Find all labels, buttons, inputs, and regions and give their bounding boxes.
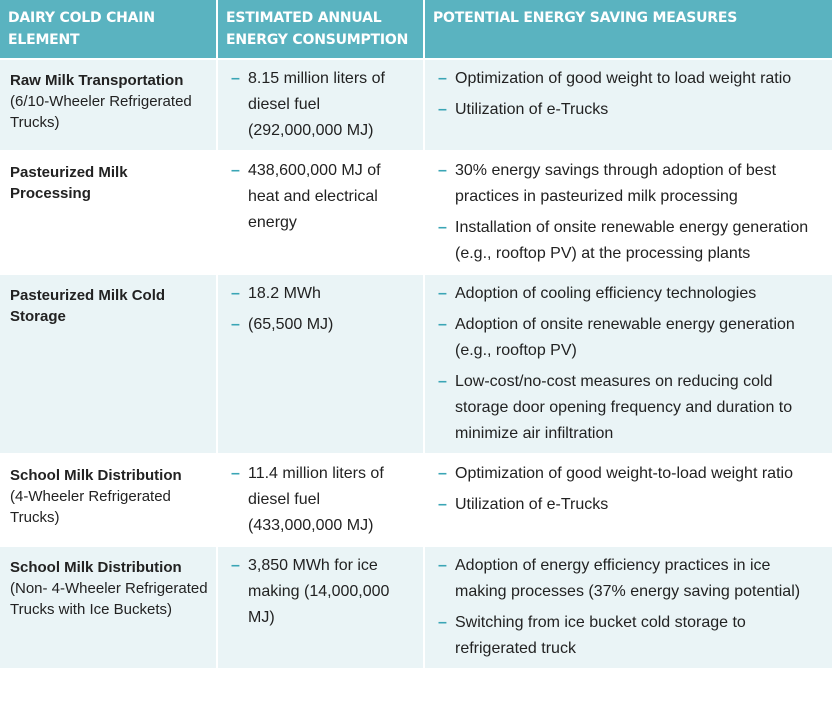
measure-item: – Optimization of good weight to load weight ratio (435, 66, 824, 92)
consumption-item: – 8.15 million liters of diesel fuel (292,000,000 MJ) (228, 66, 415, 144)
measures-cell (424, 59, 832, 151)
header-energy-consumption: ESTIMATED ANNUAL ENERGY CONSUMPTION (217, 0, 424, 59)
measure-item: – Optimization of good weight-to-load weight ratio (435, 461, 824, 487)
consumption-cell (217, 59, 424, 151)
element-cell (0, 546, 217, 668)
element-cell (0, 59, 217, 151)
consumption-cell (217, 274, 424, 454)
element-title: Raw Milk Transportation (10, 72, 184, 89)
consumption-item: – 438,600,000 MJ of heat and electrical energy (228, 158, 415, 236)
consumption-cell (217, 151, 424, 274)
measure-item: – Switching from ice bucket cold storage to refrigerated truck (435, 610, 824, 662)
element-cell (0, 274, 217, 454)
measure-item: – Adoption of cooling efficiency technologies (435, 281, 824, 307)
table-row (0, 151, 832, 274)
consumption-item: – 3,850 MWh for ice making (14,000,000 MJ) (228, 553, 415, 631)
measure-item: – Installation of onsite renewable energy generation (e.g., rooftop PV) at the processing plants (435, 215, 824, 267)
table-row (0, 274, 832, 454)
element-title: Pasteurized Milk Processing (10, 164, 128, 202)
consumption-cell (217, 454, 424, 546)
element-title: School Milk Distribution (10, 467, 182, 484)
measures-cell (424, 274, 832, 454)
consumption-item: – (65,500 MJ) (228, 312, 415, 338)
table-row (0, 546, 832, 668)
element-title: School Milk Distribution (10, 559, 182, 576)
measure-item: – Adoption of onsite renewable energy generation (e.g., rooftop PV) (435, 312, 824, 364)
consumption-cell (217, 546, 424, 668)
element-subtitle: (4-Wheeler Refrigerated Trucks) (10, 488, 171, 526)
measure-item: – 30% energy savings through adoption of best practices in pasteurized milk processing (435, 158, 824, 210)
measures-cell (424, 454, 832, 546)
element-title: Pasteurized Milk Cold Storage (10, 287, 166, 325)
element-cell (0, 454, 217, 546)
measure-item: – Utilization of e-Trucks (435, 97, 824, 123)
element-subtitle: (6/10-Wheeler Refrigerated Trucks) (10, 93, 192, 131)
consumption-item: – 11.4 million liters of diesel fuel (433,000,000 MJ) (228, 461, 415, 539)
measure-item: – Low-cost/no-cost measures on reducing cold storage door opening frequency and duration to minimize air infiltration (435, 369, 824, 447)
element-subtitle: (Non- 4-Wheeler Refrigerated Trucks with Ice Buckets) (10, 580, 208, 618)
header-saving-measures: POTENTIAL ENERGY SAVING MEASURES (424, 0, 832, 59)
header-cold-chain-element: DAIRY COLD CHAIN ELEMENT (0, 0, 217, 59)
table-row (0, 454, 832, 546)
table-row (0, 59, 832, 151)
element-cell (0, 151, 217, 274)
table-header-row (0, 0, 832, 59)
measures-cell (424, 546, 832, 668)
measures-cell (424, 151, 832, 274)
measure-item: – Adoption of energy efficiency practices in ice making processes (37% energy saving potential) (435, 553, 824, 605)
consumption-item: – 18.2 MWh (228, 281, 415, 307)
measure-item: – Utilization of e-Trucks (435, 492, 824, 518)
